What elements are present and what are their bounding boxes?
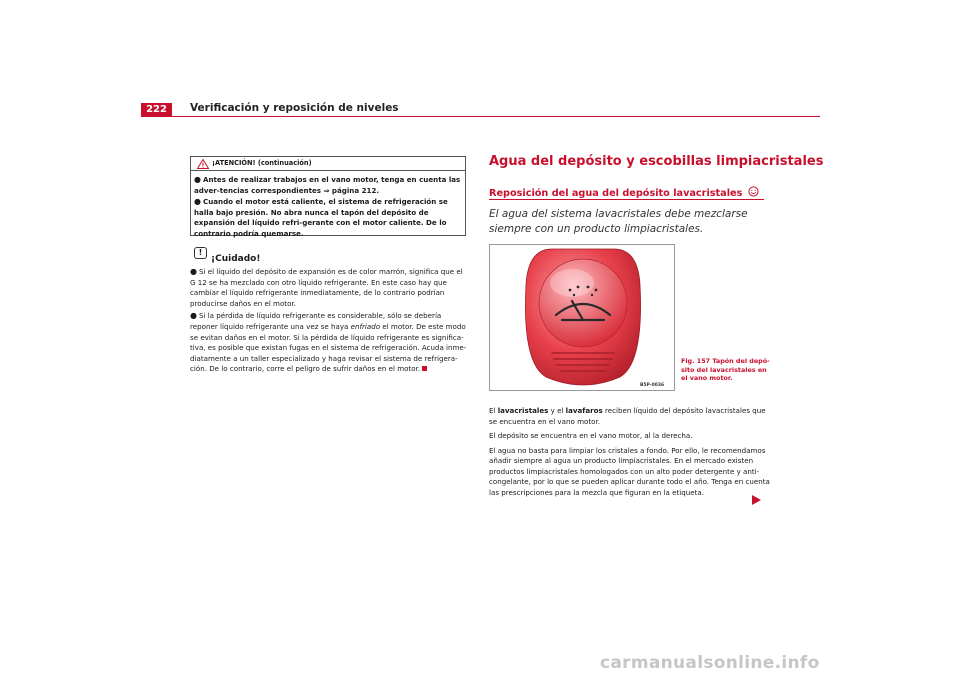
- caution-item: ● Si la pérdida de líquido refrigerante es considerable, sólo se debería reponer líquido refrigerante una vez se haya enfriado el motor. De este modo se evitan daños en el motor. Si la pérdida de líquido refrigerante es significa-tiva, es posible que existan fugas en el sistema de refrigeración. Acuda inme-diatamente a un taller especializado y haga revisar el sistema de refrigera-ción. De lo contrario, corre el peligro de sufrir daños en el motor.: [190, 311, 467, 374]
- bullet-icon: ●: [194, 197, 201, 207]
- caution-item: ● Si el líquido del depósito de expansión es de color marrón, significa que el G 12 se ha mezclado con otro líquido refrigerante. En este caso hay que cambiar el líquido refrigerante inmediatamente, de lo contrario podrían producirse daños en el motor.: [190, 267, 463, 308]
- figure-code: B5P-0036: [640, 383, 665, 388]
- term-lavafaros: lavafaros: [565, 406, 603, 415]
- subsection-rule: [489, 199, 764, 200]
- warning-header: [191, 157, 465, 171]
- continue-arrow-icon: [752, 495, 761, 505]
- warning-heading: ¡ATENCIÓN! (continuación): [212, 159, 312, 167]
- bullet-icon: ●: [190, 311, 197, 321]
- figure-washer-cap: [489, 244, 675, 391]
- page-number: 222: [141, 103, 172, 116]
- end-of-section-icon: [422, 366, 427, 371]
- header-title: Verificación y reposición de niveles: [190, 102, 399, 114]
- lead-text: El agua del sistema lavacristales debe mezclarse siempre con un producto limpiacristales.: [489, 208, 748, 235]
- bullet-icon: ●: [194, 175, 201, 184]
- caution-body: [190, 267, 470, 377]
- washer-cap-illustration: [490, 245, 675, 391]
- bullet-icon: ●: [190, 267, 197, 276]
- term-lavacristales: lavacristales: [497, 406, 549, 415]
- figure-caption: Fig. 157 Tapón del depó-sito del lavacristales en el vano motor.: [681, 357, 770, 382]
- caution-icon: !: [194, 247, 207, 259]
- warning-item: ● Antes de realizar trabajos en el vano motor, tenga en cuenta las adver-tencias correspondientes ⇒ página 212.: [194, 175, 461, 195]
- warning-triangle-icon: [197, 159, 209, 169]
- body-paragraph: El agua no basta para limpiar los cristales a fondo. Por ello, le recomendamos añadir siempre al agua un producto limpiacristales. En el mercado existen productos limpiacristales homologados con un alto poder detergente y anti-congelante, por lo que se pueden aplicar durante todo el año. Tenga en cuenta las prescripciones para la mezcla que figuran en la etiqueta.: [489, 445, 770, 497]
- body-text: [489, 406, 771, 502]
- tip-icon: [748, 186, 759, 197]
- body-paragraph: El lavacristales y el lavafaros reciben líquido del depósito lavacristales que se encuentra en el vano motor.: [489, 406, 766, 426]
- emphasis-word: enfriado: [350, 321, 381, 331]
- section-title: Agua del depósito y escobillas limpiacristales: [489, 154, 824, 169]
- header-rule: [141, 116, 820, 117]
- body-paragraph: El depósito se encuentra en el vano motor, al la derecha.: [489, 431, 693, 440]
- warning-item: ● Cuando el motor está caliente, el sistema de refrigeración se halla bajo presión. No abra nunca el tapón del depósito de expansión del líquido refri-gerante con el motor caliente. De lo contrario podría quemarse.: [194, 197, 448, 238]
- warning-body: [194, 175, 464, 241]
- warning-box: [190, 156, 466, 236]
- caution-title: ¡Cuidado!: [211, 254, 261, 264]
- watermark: carmanualsonline.info: [600, 653, 820, 673]
- subsection-title: Reposición del agua del depósito lavacristales: [489, 186, 759, 199]
